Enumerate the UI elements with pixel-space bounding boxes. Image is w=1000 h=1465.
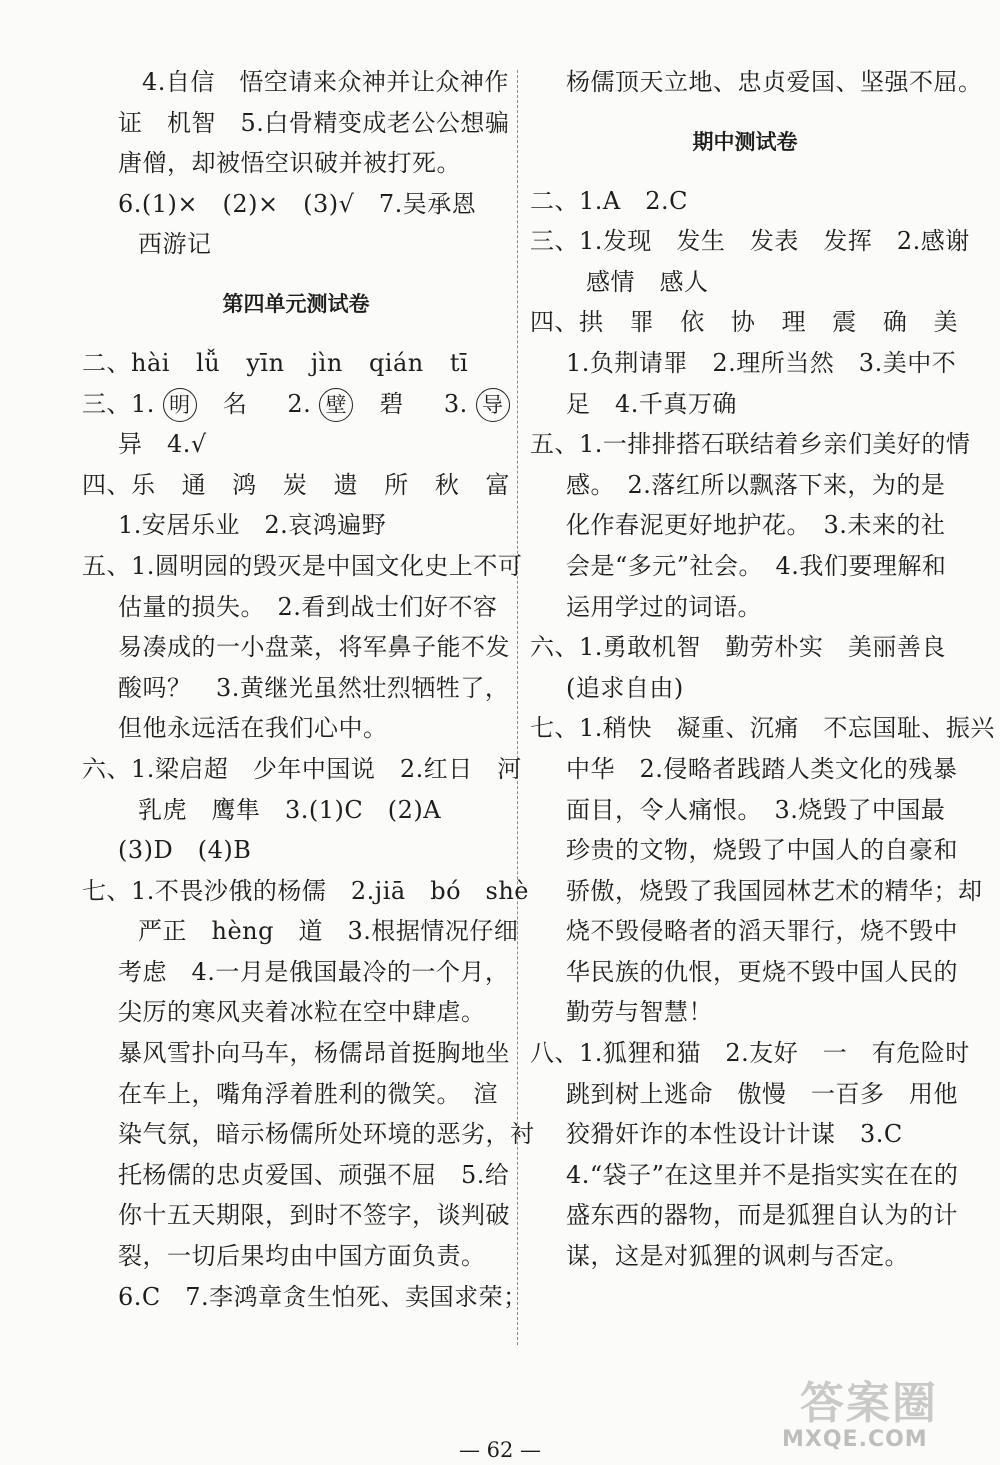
text-line: 托杨儒的忠贞爱国、顽强不屈 5.给	[118, 1160, 510, 1189]
circled-char: 壁	[319, 388, 353, 422]
text-line: 化作春泥更好地护花。 3.未来的社	[566, 511, 946, 540]
text-line: 四、拱 罪 依 协 理 震 确 美	[530, 308, 958, 337]
text-line: 七、1.稍快 凝重、沉痛 不忘国耻、振兴	[530, 714, 995, 743]
text-line: 五、1.一排排搭石联结着乡亲们美好的情	[530, 430, 971, 459]
text-line: 感情 感人	[586, 267, 709, 296]
text-line: 严正 hèng 道 3.根据情况仔细	[138, 917, 519, 946]
text-line: 勤劳与智慧！	[566, 998, 713, 1027]
text-line: 八、1.狐狸和猫 2.友好 一 有危险时	[530, 1039, 970, 1068]
text-line: 你十五天期限，到时不签字，谈判破	[118, 1201, 510, 1230]
text-line: 唐僧，却被悟空识破并被打死。	[118, 149, 461, 178]
page-number: — 62 —	[458, 1438, 542, 1462]
right-column	[530, 62, 995, 1277]
text-line: 盛东西的器物，而是狐狸自认为的计	[566, 1201, 958, 1230]
text-line: 但他永远活在我们心中。	[118, 714, 388, 743]
circled-char: 明	[163, 388, 197, 422]
watermark-top: 答案圈	[800, 1378, 938, 1429]
watermark-url: MXQE.COM	[782, 1427, 928, 1452]
text-line: (3)D (4)B	[118, 836, 252, 865]
text-line: 会是“多元”社会。 4.我们要理解和	[566, 551, 947, 580]
text-line: 4.“袋子”在这里并不是指实实在在的	[566, 1160, 959, 1189]
text-line: 骄傲，烧毁了我国园林艺术的精华；却	[566, 876, 983, 905]
text-line: 1.负荆请罪 2.理所当然 3.美中不	[566, 348, 957, 377]
text-line: 四、乐 通 鸿 炭 遗 所 秋 富	[82, 470, 510, 499]
text-line: 裂，一切后果均由中国方面负责。	[118, 1242, 486, 1271]
text-line: 杨儒顶天立地、忠贞爱国、坚强不屈。	[566, 68, 983, 96]
section-heading: 第四单元测试卷	[222, 291, 370, 316]
text-line: 二、hài lǚ yīn jìn qián tī	[82, 348, 469, 377]
circled-char: 导	[476, 388, 510, 422]
text-line: 估量的损失。 2.看到战士们好不容	[118, 592, 498, 621]
text-line: 染气氛，暗示杨儒所处环境的恶劣，衬	[118, 1120, 535, 1149]
text-line: 4.自信 悟空请来众神并让众神作	[142, 68, 509, 96]
text-line: 异 4.√	[118, 430, 207, 459]
left-column	[82, 62, 535, 1317]
text-line: 二、1.A 2.C	[530, 186, 688, 215]
text-line: 考虑 4.一月是俄国最冷的一个月，	[118, 957, 510, 986]
text-line: 西游记	[138, 230, 212, 259]
text-line: 感。 2.落红所以飘落下来，为的是	[566, 470, 946, 499]
text-line: 6.(1)× (2)× (3)√ 7.吴承恩	[118, 189, 477, 218]
text-line: 五、1.圆明园的毁灭是中国文化史上不可	[82, 551, 523, 580]
text-line: 尖厉的寒风夹着冰粒在空中肆虐。	[118, 998, 486, 1027]
text-line: 面目，令人痛恨。 3.烧毁了中国最	[566, 795, 946, 824]
text-line: 三、1.发现 发生 发表 发挥 2.感谢	[530, 227, 970, 256]
text-line: 暴风雪扑向马车，杨儒昂首挺胸地坐	[118, 1039, 510, 1068]
text-line: 狡猾奸诈的本性设计计谋 3.C	[566, 1120, 903, 1149]
text-line: 1.安居乐业 2.哀鸿遍野	[118, 511, 387, 540]
text-line: 六、1.梁启超 少年中国说 2.红日 河	[82, 754, 522, 783]
text-line: 证 机智 5.白骨精变成老公公想骗	[118, 108, 510, 137]
text-line: 乳虎 鹰隼 3.(1)C (2)A	[138, 795, 442, 824]
text-line: 珍贵的文物，烧毁了中国人的自豪和	[566, 836, 958, 865]
text-line: 跳到树上逃命 傲慢 一百多 用他	[566, 1079, 958, 1108]
watermark-logo	[782, 1365, 994, 1461]
text-line: 谋，这是对狐狸的讽刺与否定。	[566, 1242, 909, 1271]
text-line: 七、1.不畏沙俄的杨儒 2.jiā bó shè	[82, 876, 530, 905]
text-line: 6.C 7.李鸿章贪生怕死、卖国求荣；	[118, 1282, 528, 1311]
text-line: 足 4.千真万确	[566, 389, 737, 418]
text-line: 华民族的仇恨，更烧不毁中国人民的	[566, 957, 958, 986]
text-line: 酸吗？ 3.黄继光虽然壮烈牺牲了，	[118, 673, 510, 702]
text-line: 六、1.勇敢机智 勤劳朴实 美丽善良	[530, 633, 946, 662]
text-line: 运用学过的词语。	[566, 592, 762, 621]
text-line: 在车上，嘴角浮着胜利的微笑。 渲	[118, 1079, 498, 1108]
text-line: 中华 2.侵略者践踏人类文化的残暴	[566, 754, 958, 783]
text-line: 易凑成的一小盘菜，将军鼻子能不发	[118, 633, 510, 662]
text-line: (追求自由)	[566, 673, 684, 702]
text-line: 三、1. 明 名 2. 壁 碧 3. 导	[82, 384, 510, 425]
text-line: 烧不毁侵略者的滔天罪行，烧不毁中	[566, 917, 958, 946]
section-heading: 期中测试卷	[692, 129, 798, 154]
